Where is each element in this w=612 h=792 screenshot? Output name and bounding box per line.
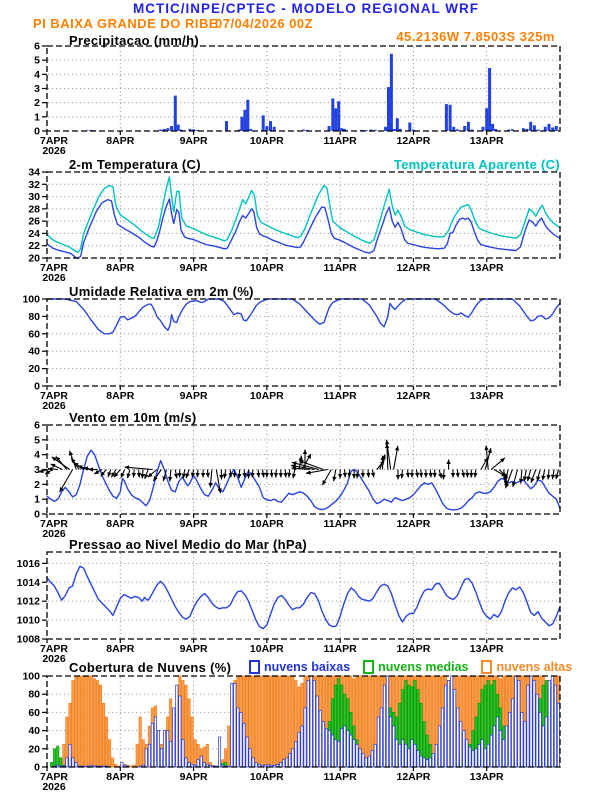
svg-text:0: 0 xyxy=(34,761,40,774)
svg-text:2: 2 xyxy=(34,478,40,491)
svg-text:13APR: 13APR xyxy=(469,771,504,783)
svg-text:6: 6 xyxy=(34,419,40,432)
svg-text:13APR: 13APR xyxy=(469,643,504,655)
svg-text:5: 5 xyxy=(34,54,40,67)
svg-text:6: 6 xyxy=(34,40,40,53)
svg-text:12APR: 12APR xyxy=(396,262,431,274)
svg-text:8APR: 8APR xyxy=(106,643,135,655)
svg-text:11APR: 11APR xyxy=(323,390,357,402)
svg-text:9APR: 9APR xyxy=(179,518,208,530)
svg-text:4: 4 xyxy=(34,449,40,462)
svg-text:20: 20 xyxy=(28,252,40,265)
pressure-title: Pressao ao Nivel Medio do Mar (hPa) xyxy=(69,537,308,552)
low-clouds-label: nuvens baixas xyxy=(264,660,351,674)
svg-text:32: 32 xyxy=(28,178,40,191)
svg-text:0: 0 xyxy=(34,380,40,393)
svg-text:24: 24 xyxy=(28,227,40,240)
svg-text:3: 3 xyxy=(34,83,40,95)
svg-text:2026: 2026 xyxy=(42,653,66,665)
model-title: MCTIC/INPE/CPTEC - MODELO REGIONAL WRF xyxy=(133,1,479,16)
svg-text:9APR: 9APR xyxy=(179,390,208,402)
svg-text:9APR: 9APR xyxy=(179,135,208,147)
svg-text:10APR: 10APR xyxy=(249,390,284,402)
wind-title: Vento em 10m (m/s) xyxy=(69,410,197,425)
svg-text:4: 4 xyxy=(34,68,40,81)
svg-text:100: 100 xyxy=(22,670,40,683)
svg-text:1: 1 xyxy=(34,493,40,506)
svg-text:12APR: 12APR xyxy=(396,771,431,783)
svg-text:60: 60 xyxy=(28,328,40,341)
svg-text:60: 60 xyxy=(28,706,40,719)
svg-text:2: 2 xyxy=(34,97,40,110)
mid-clouds-label: nuvens medias xyxy=(378,660,469,674)
svg-text:10APR: 10APR xyxy=(249,262,284,274)
svg-text:8APR: 8APR xyxy=(106,262,135,274)
apparent-temperature-label: Temperatura Aparente (C) xyxy=(393,157,560,172)
svg-text:11APR: 11APR xyxy=(323,135,357,147)
temperature-title: 2-m Temperatura (C) xyxy=(69,157,201,172)
svg-text:5: 5 xyxy=(34,434,40,447)
svg-text:3: 3 xyxy=(34,464,40,476)
svg-text:10APR: 10APR xyxy=(249,771,284,783)
svg-text:2026: 2026 xyxy=(42,272,66,284)
svg-text:22: 22 xyxy=(28,240,40,253)
svg-text:7APR: 7APR xyxy=(39,643,69,655)
svg-text:7APR: 7APR xyxy=(39,135,69,147)
svg-text:26: 26 xyxy=(28,215,40,228)
svg-text:11APR: 11APR xyxy=(323,771,357,783)
svg-text:7APR: 7APR xyxy=(39,262,69,274)
svg-text:40: 40 xyxy=(28,725,40,738)
svg-text:2026: 2026 xyxy=(42,781,66,792)
svg-text:10APR: 10APR xyxy=(249,643,284,655)
svg-text:9APR: 9APR xyxy=(179,262,208,274)
svg-text:2026: 2026 xyxy=(42,400,66,412)
svg-text:12APR: 12APR xyxy=(396,390,431,402)
svg-text:11APR: 11APR xyxy=(323,518,357,530)
svg-text:9APR: 9APR xyxy=(179,771,208,783)
station-name: PI BAIXA GRANDE DO RIBE xyxy=(33,16,219,31)
svg-text:12APR: 12APR xyxy=(396,135,431,147)
svg-text:7APR: 7APR xyxy=(39,771,69,783)
svg-text:34: 34 xyxy=(28,166,40,179)
svg-text:2026: 2026 xyxy=(42,528,66,540)
svg-text:10APR: 10APR xyxy=(249,135,284,147)
cloud-cover-title: Cobertura de Nuvens (%) xyxy=(69,660,232,675)
svg-text:20: 20 xyxy=(28,363,40,376)
svg-text:7APR: 7APR xyxy=(39,518,69,530)
svg-text:1: 1 xyxy=(34,111,40,124)
precipitation-title: Precipitacao (mm/h) xyxy=(69,33,199,48)
svg-text:13APR: 13APR xyxy=(469,262,504,274)
svg-text:0: 0 xyxy=(34,125,40,138)
svg-text:1012: 1012 xyxy=(16,595,40,608)
svg-text:40: 40 xyxy=(28,345,40,358)
svg-text:12APR: 12APR xyxy=(396,518,431,530)
svg-text:1010: 1010 xyxy=(16,614,40,627)
svg-text:11APR: 11APR xyxy=(323,262,357,274)
svg-text:8APR: 8APR xyxy=(106,771,135,783)
svg-text:1014: 1014 xyxy=(16,576,40,589)
svg-text:12APR: 12APR xyxy=(396,643,431,655)
svg-text:80: 80 xyxy=(28,688,40,701)
svg-text:8APR: 8APR xyxy=(106,135,135,147)
svg-text:13APR: 13APR xyxy=(469,390,504,402)
svg-text:100: 100 xyxy=(22,293,40,306)
svg-text:8APR: 8APR xyxy=(106,518,135,530)
svg-text:9APR: 9APR xyxy=(179,643,208,655)
high-clouds-label: nuvens altas xyxy=(496,660,573,674)
svg-text:0: 0 xyxy=(34,508,40,521)
svg-text:30: 30 xyxy=(28,191,40,204)
svg-text:7APR: 7APR xyxy=(39,390,69,402)
station-coordinates: 45.2136W 7.8503S 325m xyxy=(396,29,555,44)
svg-text:1016: 1016 xyxy=(16,557,40,570)
svg-text:8APR: 8APR xyxy=(106,390,135,402)
svg-text:1008: 1008 xyxy=(16,633,40,646)
svg-text:11APR: 11APR xyxy=(323,643,357,655)
svg-text:80: 80 xyxy=(28,310,40,323)
svg-text:28: 28 xyxy=(28,203,40,216)
svg-text:20: 20 xyxy=(28,743,40,756)
svg-text:13APR: 13APR xyxy=(469,135,504,147)
svg-text:10APR: 10APR xyxy=(249,518,284,530)
svg-text:13APR: 13APR xyxy=(469,518,504,530)
run-datetime: 07/04/2026 00Z xyxy=(215,16,314,31)
svg-text:2026: 2026 xyxy=(42,145,66,157)
humidity-title: Umidade Relativa em 2m (%) xyxy=(69,284,254,299)
